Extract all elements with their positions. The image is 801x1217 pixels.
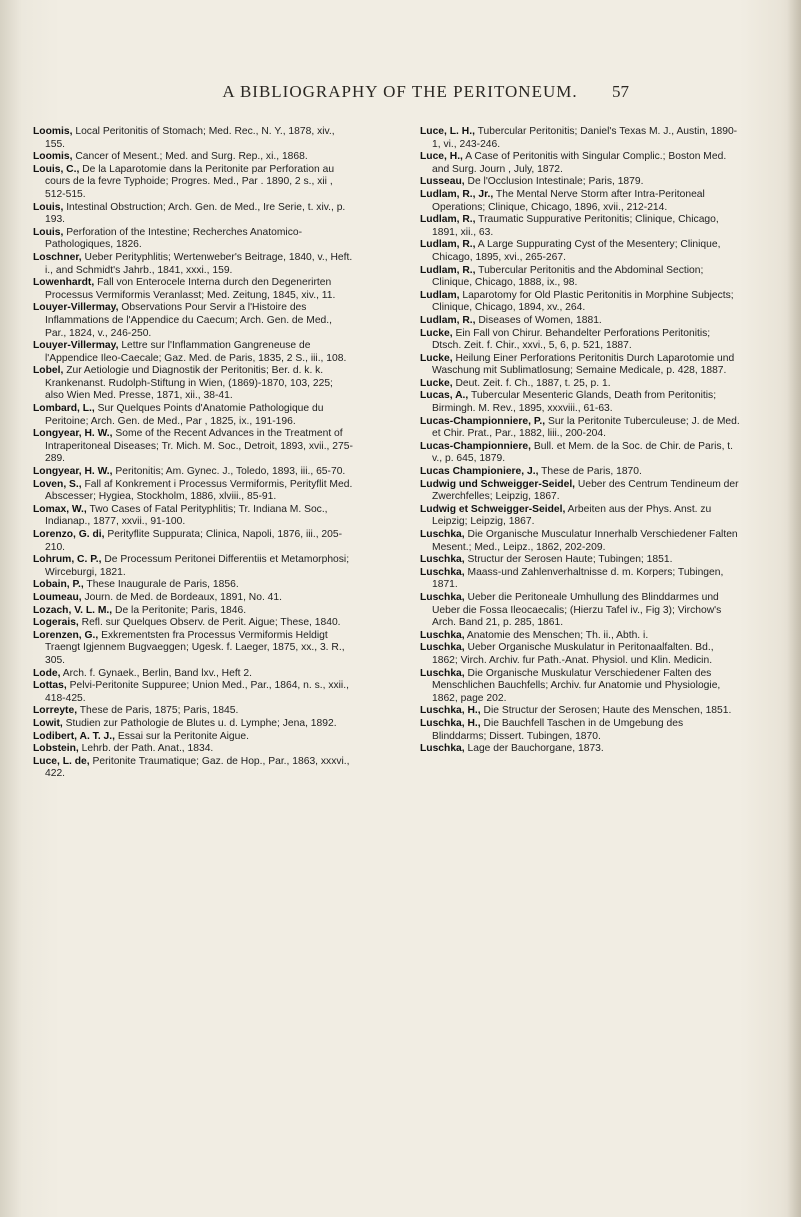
entry-author: Lowit, [33,717,63,729]
entry-author: Louis, [33,226,64,238]
bibliography-entry [33,365,353,403]
bibliography-entry [420,504,740,529]
bibliography-entry [420,239,740,264]
entry-author: Luce, L. H., [420,126,475,137]
entry-citation: Refl. sur Quelques Observ. de Perit. Aigue; These, 1840. [78,617,341,629]
entry-author: Luce, H., [420,151,463,163]
left-column [33,126,353,781]
entry-author: Lucas Championiere, J., [420,466,539,478]
entry-citation: Structur der Serosen Haute; Tubingen; 1851. [464,554,673,566]
entry-author: Luschka, H., [420,717,481,729]
bibliography-entry [420,592,740,630]
bibliography-entry [33,605,353,618]
entry-citation: Ueber des Centrum Tendineum der Zwerchfelles; Leipzig, 1867. [432,478,739,503]
entry-citation: Cancer of Mesent.; Med. and Surg. Rep., xi., 1868. [72,151,308,163]
entry-citation: Intestinal Obstruction; Arch. Gen. de Med., Ire Serie, t. xiv., p. 193. [45,201,346,226]
entry-author: Ludwig und Schweigger-Seidel, [420,478,576,490]
bibliography-entry [33,554,353,579]
entry-citation: Pelvi-Peritonite Suppuree; Union Med., Par., 1864, n. s., xxii., 418-425. [45,680,349,704]
entry-author: Lobain, P., [33,579,84,591]
entry-author: Loomis, [33,126,73,137]
entry-citation: Local Peritonitis of Stomach; Med. Rec., N. Y., 1878, xiv., 155. [45,126,335,150]
bibliography-entry [33,340,353,365]
entry-author: Luschka, H., [420,705,481,717]
bibliography-entry [420,529,740,554]
entry-author: Lucke, [420,352,453,364]
entry-citation: Studien zur Pathologie de Blutes u. d. Lymphe; Jena, 1892. [62,717,337,729]
bibliography-entry [420,328,740,353]
entry-author: Luschka, [420,529,465,540]
bibliography-entry [33,227,353,252]
bibliography-entry [420,743,740,756]
entry-citation: A Large Suppurating Cyst of the Mesentery; Clinique, Chicago, 1895, xvi., 265-267. [432,239,721,263]
bibliography-entry [33,302,353,340]
bibliography-entry [420,466,740,479]
bibliography-entry [420,290,740,315]
entry-author: Lucas-Championniere, [420,440,531,452]
entry-citation: Journ. de Med. de Bordeaux, 1891, No. 41. [81,591,282,603]
bibliography-entry [33,126,353,151]
entry-author: Ludlam, R., [420,264,476,276]
bibliography-entry [33,718,353,731]
entry-citation: Ueber Perityphlitis; Wertenweber's Beitrage, 1840, v., Heft. i., and Schmidt's Jahrb., 1841, xxxi., 159. [45,251,353,276]
entry-citation: Essai sur la Peritonite Aigue. [115,730,249,742]
entry-author: Lode, [33,667,61,679]
page-number: 57 [612,82,629,101]
entry-citation: Traumatic Suppurative Peritonitis; Clinique, Chicago, 1891, xii., 63. [432,214,719,238]
entry-author: Logerais, [33,617,79,629]
entry-author: Loschner, [33,251,82,263]
page-header [0,82,801,106]
entry-citation: Fall von Enterocele Interna durch den Degenerirten Processus Vermiformis Veranlasst; Med. Zeitung, 1845, xiv., 11. [45,277,336,301]
entry-author: Lorenzo, G. di, [33,529,105,540]
bibliography-entry [420,151,740,176]
entry-citation: Perityflite Suppurata; Clinica, Napoli, 1876, iii., 205-210. [45,529,343,553]
bibliography-entry [33,668,353,681]
entry-author: Lorenzen, G., [33,629,99,641]
bibliography-entry [420,441,740,466]
bibliography-entry [33,529,353,554]
entry-citation: De la Peritonite; Paris, 1846. [112,604,247,616]
entry-author: Lucas, A., [420,390,469,402]
entry-citation: De Processum Peritonei Differentiis et Metamorphosi; Wirceburgi, 1821. [45,554,350,578]
entry-author: Lusseau, [420,176,465,188]
entry-citation: Tubercular Mesenteric Glands, Death from Peritonitis; Birmingh. M. Rev., 1895, xxxviii., 61-63. [432,390,717,415]
bibliography-entry [33,277,353,302]
bibliography-entry [33,151,353,164]
entry-citation: Die Organische Musculatur Innerhalb Verschiedener Falten Mesent.; Med., Leipz., 1862, 202-209. [432,529,738,553]
entry-author: Luschka, [420,642,465,654]
bibliography-entry [33,705,353,718]
bibliography-entry [33,164,353,202]
right-column [420,126,740,756]
bibliography-entry [420,705,740,718]
bibliography-entry [420,554,740,567]
entry-citation: Diseases of Women, 1881. [475,314,602,326]
bibliography-entry [33,731,353,744]
entry-citation: Die Organische Muskulatur Verschiedener Falten des Menschlichen Bauchfells; Archiv. fur Anatomie und Physiologie, 1862, page 202. [432,667,721,704]
entry-citation: Ein Fall von Chirur. Behandelter Perforations Peritonitis; Dtsch. Zeit. f. Chir., xxvi., 5, 6, p. 521, 1887. [432,327,711,352]
bibliography-entry [420,378,740,391]
entry-citation: Arbeiten aus der Phys. Anst. zu Leipzig; Leipzig, 1867. [432,503,712,528]
entry-citation: Ueber Organische Muskulatur in Peritonaalfalten. Bd., 1862; Virch. Archiv. fur Path.-Anat. Physiol. und Klin. Medicin. [432,642,714,666]
running-title: A BIBLIOGRAPHY OF THE PERITONEUM. [222,82,578,101]
entry-citation: These de Paris, 1870. [538,466,642,478]
entry-author: Luschka, [420,667,465,679]
bibliography-entry [33,252,353,277]
bibliography-entry [420,668,740,706]
entry-citation: Sur Quelques Points d'Anatomie Pathologique du Peritoine; Arch. Gen. de Med., Par , 1825, ix., 191-196. [45,403,324,427]
entry-author: Lottas, [33,680,67,692]
bibliography-entry [420,642,740,667]
entry-author: Ludlam, R., Jr., [420,188,494,200]
entry-author: Loumeau, [33,591,82,603]
entry-author: Lozach, V. L. M., [33,604,113,616]
entry-citation: De l'Occlusion Intestinale; Paris, 1879. [464,176,644,188]
bibliography-entry [420,126,740,151]
bibliography-entry [420,718,740,743]
entry-citation: Lage der Bauchorgane, 1873. [464,743,604,755]
entry-author: Lohrum, C. P., [33,554,102,566]
entry-citation: Zur Aetiologie und Diagnostik der Peritonitis; Ber. d. k. k. Krankenanst. Rudolph-Stiftung in Wien, (1869)-1870, 103, 225; also Wien Med. Presse, 1871, xii., 38-41. [45,365,333,402]
entry-author: Lucke, [420,377,453,389]
entry-citation: Ueber die Peritoneale Umhullung des Blinddarmes und Ueber die Fossa Ileocaecalis; (Hierzu Tafel iv., Fig 3); Virchow's Arch. Band 21, p. 285, 1861. [432,591,722,629]
bibliography-entry [33,756,353,781]
entry-citation: Some of the Recent Advances in the Treatment of Intraperitoneal Diseases; Tr. Mich. M. Soc., Detroit, 1893, xvii., 275-289. [45,428,353,465]
entry-citation: Lettre sur l'Inflammation Gangreneuse de l'Appendice Ileo-Caecale; Gaz. Med. de Paris, 1835, 2 S., iii., 108. [45,340,347,364]
entry-citation: Fall af Konkrement i Processus Vermiformis, Perityflit Med. Abscesser; Hygiea, Stockholm, 1886, xlviii., 85-91. [45,478,353,503]
entry-author: Luschka, [420,743,465,755]
entry-author: Ludlam, [420,289,460,301]
entry-author: Luschka, [420,566,465,578]
bibliography-entry [420,189,740,214]
bibliography-entry [420,390,740,415]
entry-author: Lomax, W., [33,503,87,515]
bibliography-entry [420,353,740,378]
entry-citation: Heilung Einer Perforations Peritonitis Durch Laparotomie und Waschung mit Sublimatlosung; Semaine Medicale, p. 428, 1887. [432,352,735,377]
bibliography-entry [33,680,353,705]
entry-citation: These de Paris, 1875; Paris, 1845. [77,705,239,717]
bibliography-entry [33,504,353,529]
bibliography-entry [33,617,353,630]
entry-citation: De la Laparotomie dans la Peritonite par Perforation au cours de la fevre Typhoide; Progres. Med., Par . 1890, 2 s., xii , 512-515. [45,163,335,200]
bibliography-entry [33,428,353,466]
bibliography-entry [33,579,353,592]
entry-citation: Laparotomy for Old Plastic Peritonitis in Morphine Subjects; Clinique, Chicago, 1894, xv., 264. [432,289,734,314]
bibliography-entry [33,466,353,479]
entry-author: Ludlam, R., [420,314,476,326]
bibliography-entry [420,315,740,328]
entry-citation: The Mental Nerve Storm after Intra-Peritoneal Operations; Clinique, Chicago, 1896, xvii., 212-214. [432,188,705,213]
entry-citation: These Inaugurale de Paris, 1856. [83,579,239,591]
entry-citation: Two Cases of Fatal Perityphlitis; Tr. Indiana M. Soc., Indianap., 1877, xxvii., 91-100. [45,503,328,528]
entry-author: Lucas-Championniere, P., [420,415,546,427]
bibliography-entry [420,416,740,441]
entry-author: Lodibert, A. T. J., [33,730,115,742]
entry-citation: Sur la Peritonite Tuberculeuse; J. de Med. et Chir. Prat., Par., 1882, liii., 200-204. [432,415,740,440]
entry-author: Longyear, H. W., [33,466,113,478]
bibliography-entry [420,630,740,643]
entry-author: Luschka, [420,591,465,603]
entry-author: Ludwig et Schweigger-Seidel, [420,503,566,515]
entry-author: Lobstein, [33,743,79,755]
entry-author: Louis, [33,201,64,213]
entry-citation: Exkrementsten fra Processus Vermiformis Heldigt Traengt Igjennem Bugvaeggen; Ugesk. f. Laeger, 1875, xx., 3. R., 305. [45,629,345,666]
entry-author: Lowenhardt, [33,277,95,289]
bibliography-entry [33,202,353,227]
entry-citation: Peritonite Traumatique; Gaz. de Hop., Par., 1863, xxxvi., 422. [45,755,350,780]
entry-author: Luschka, [420,629,465,641]
entry-citation: Observations Pour Servir a l'Histoire des Inflammations de l'Appendice du Caecum; Arch. Gen. de Med., Par., 1824, v., 246-250. [45,302,333,339]
bibliography-entry [33,630,353,668]
entry-author: Louyer-Villermay, [33,340,119,352]
entry-author: Luce, L. de, [33,755,90,767]
bibliography-entry [33,743,353,756]
entry-author: Lombard, L., [33,403,95,415]
bibliography-entry [420,176,740,189]
entry-citation: Die Structur der Serosen; Haute des Menschen, 1851. [480,705,732,717]
entry-citation: Maass-und Zahlenverhaltnisse d. m. Korpers; Tubingen, 1871. [432,566,724,591]
bibliography-entry [33,403,353,428]
entry-citation: Die Bauchfell Taschen in de Umgebung des Blinddarms; Dissert. Tubingen, 1870. [432,717,684,742]
entry-author: Loven, S., [33,478,82,490]
entry-citation: Arch. f. Gynaek., Berlin, Band lxv., Heft 2. [60,667,252,679]
entry-citation: Tubercular Peritonitis and the Abdominal Section; Clinique, Chicago, 1888, ix., 98. [432,264,704,289]
entry-author: Lucke, [420,327,453,339]
entry-author: Louyer-Villermay, [33,302,119,314]
bibliography-entry [33,592,353,605]
entry-citation: Lehrb. der Path. Anat., 1834. [78,743,214,755]
entry-author: Luschka, [420,554,465,566]
entry-citation: Anatomie des Menschen; Th. ii., Abth. i. [464,629,649,641]
entry-author: Louis, C., [33,163,80,175]
entry-citation: Bull. et Mem. de la Soc. de Chir. de Paris, t. v., p. 645, 1879. [432,440,734,465]
entry-author: Ludlam, R., [420,214,476,226]
entry-citation: Deut. Zeit. f. Ch., 1887, t. 25, p. 1. [452,377,611,389]
entry-author: Lobel, [33,365,64,377]
bibliography-entry [420,265,740,290]
bibliography-entry [420,567,740,592]
entry-author: Longyear, H. W., [33,428,113,440]
entry-citation: A Case of Peritonitis with Singular Complic.; Boston Med. and Surg. Journ , July, 1872. [432,151,727,175]
bibliography-entry [420,214,740,239]
entry-citation: Perforation of the Intestine; Recherches Anatomico-Pathologiques, 1826. [45,226,303,251]
bibliography-entry [420,479,740,504]
entry-author: Lorreyte, [33,705,78,717]
page-edge-shadow [787,0,801,1217]
entry-author: Loomis, [33,151,73,163]
entry-author: Ludlam, R., [420,239,476,251]
bibliography-entry [33,479,353,504]
entry-citation: Peritonitis; Am. Gynec. J., Toledo, 1893, iii., 65-70. [112,466,346,478]
entry-citation: Tubercular Peritonitis; Daniel's Texas M. J., Austin, 1890-1, vi., 243-246. [432,126,738,150]
